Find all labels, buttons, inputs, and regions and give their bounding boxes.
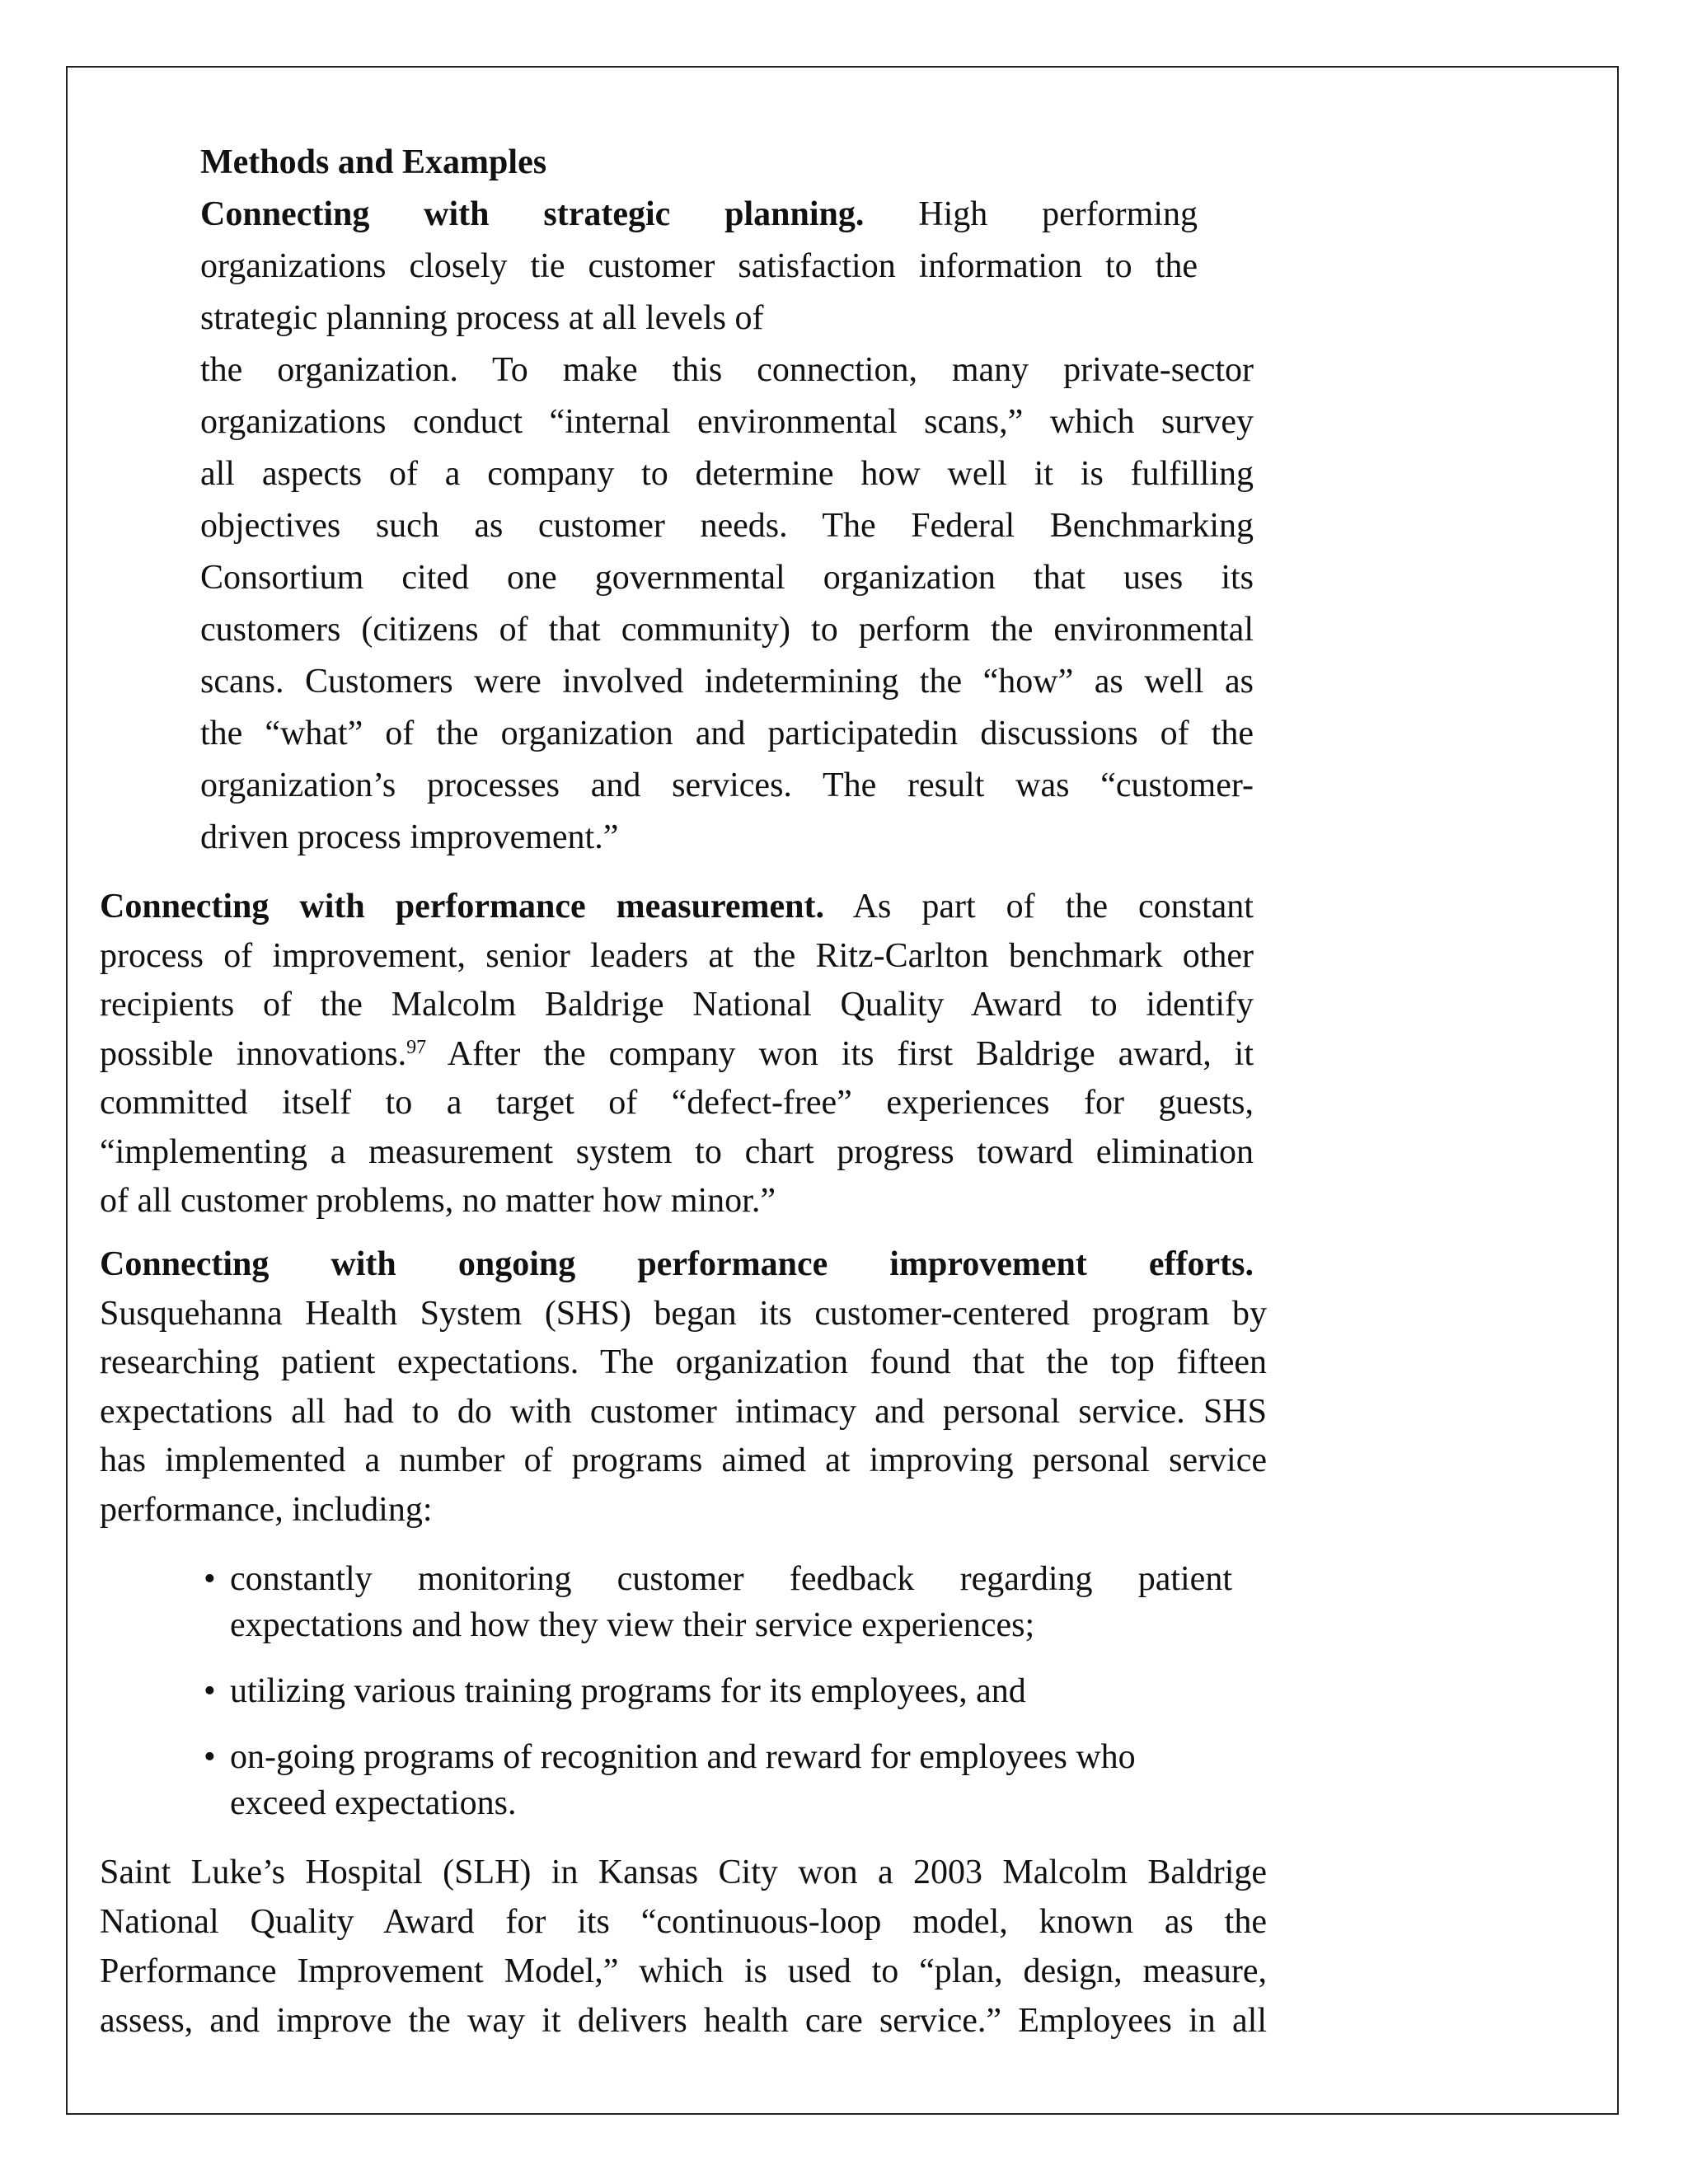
improvement-body-line: Susquehanna Health System (SHS) began its customer-centered program by <box>100 1294 1267 1333</box>
measurement-line-1-text: As part of the constant <box>852 888 1254 926</box>
measurement-line-6: “implementing a measurement system to chart progress toward elimination <box>100 1132 1254 1171</box>
strategic-line-1-text: High performing <box>918 195 1198 233</box>
list-item <box>200 1556 1239 1648</box>
bullet-icon: • <box>204 1672 216 1710</box>
strategic-line-3: strategic planning process at all levels of <box>200 299 764 337</box>
list-item <box>200 1668 1239 1714</box>
strategic-body-line: objectives such as customer needs. The Federal Benchmarking <box>200 507 1254 545</box>
bullet-line-1: utilizing various training programs for its employees, and <box>230 1672 1026 1710</box>
measurement-line-4-post: After the company won its first Baldrige award, it <box>426 1034 1254 1073</box>
saint-lukes-line: assess, and improve the way it delivers health care service.” Employees in all <box>100 2002 1267 2040</box>
strategic-lead: Connecting with strategic planning. <box>200 195 865 233</box>
bullet-icon: • <box>204 1738 216 1776</box>
saint-lukes-line: Performance Improvement Model,” which is used to “plan, design, measure, <box>100 1952 1267 1990</box>
improvement-lead: Connecting with ongoing performance improvement efforts. <box>100 1245 1254 1283</box>
measurement-lead: Connecting with performance measurement. <box>100 888 824 926</box>
section-heading: Methods and Examples <box>200 143 547 181</box>
measurement-line-2: process of improvement, senior leaders at the Ritz-Carlton benchmark other <box>100 936 1254 975</box>
improvement-efforts-paragraph <box>100 1240 1267 1535</box>
strategic-line-1 <box>200 189 1198 241</box>
strategic-body-line: driven process improvement.” <box>200 818 619 856</box>
saint-lukes-line: National Quality Award for its “continuous-loop model, known as the <box>100 1903 1267 1941</box>
improvement-lead-line <box>100 1240 1254 1290</box>
strategic-body-line: Consortium cited one governmental organization that uses its <box>200 559 1254 597</box>
strategic-planning-intro <box>200 189 1198 344</box>
strategic-body-line: customers (citizens of that community) to perform the environmental <box>200 611 1254 649</box>
strategic-body-line: all aspects of a company to determine how well it is fulfilling <box>200 455 1254 493</box>
measurement-line-1 <box>100 883 1254 932</box>
strategic-body-line: organizations conduct “internal environmental scans,” which survey <box>200 403 1254 441</box>
strategic-body-line: the organization. To make this connection, many private-sector <box>200 351 1254 389</box>
improvement-body-line: has implemented a number of programs aimed at improving personal service <box>100 1441 1267 1479</box>
bullet-icon: • <box>204 1560 216 1598</box>
improvement-body-line: researching patient expectations. The organization found that the top fifteen <box>100 1343 1267 1381</box>
improvement-body-line: performance, including: <box>100 1490 433 1529</box>
bullet-line-2: expectations and how they view their service experiences; <box>230 1606 1035 1644</box>
strategic-body-line: organization’s processes and services. The result was “customer- <box>200 766 1254 804</box>
measurement-line-7: of all customer problems, no matter how minor.” <box>100 1182 776 1220</box>
saint-lukes-line: Saint Luke’s Hospital (SLH) in Kansas City won a 2003 Malcolm Baldrige <box>100 1854 1267 1891</box>
bullet-line-1: on-going programs of recognition and reward for employees who <box>230 1738 1136 1776</box>
improvement-body-line: expectations all had to do with customer intimacy and personal service. SHS <box>100 1392 1267 1431</box>
bullet-line-2: exceed expectations. <box>230 1784 517 1822</box>
measurement-line-5: committed itself to a target of “defect-free” experiences for guests, <box>100 1084 1254 1122</box>
bullet-line-1: constantly monitoring customer feedback regarding patient <box>230 1560 1232 1598</box>
performance-measurement-paragraph <box>100 883 1254 1226</box>
program-bullet-list <box>200 1556 1239 1846</box>
measurement-line-3: recipients of the Malcolm Baldrige National Quality Award to identify <box>100 986 1254 1024</box>
saint-lukes-paragraph <box>100 1848 1267 2046</box>
measurement-line-4 <box>100 1030 1254 1080</box>
measurement-line-4-pre: possible innovations. <box>100 1034 407 1073</box>
strategic-planning-body <box>200 344 1254 864</box>
strategic-body-line: the “what” of the organization and participatedin discussions of the <box>200 715 1254 752</box>
strategic-line-2: organizations closely tie customer satisfaction information to the <box>200 247 1198 285</box>
strategic-body-line: scans. Customers were involved indetermining the “how” as well as <box>200 663 1254 701</box>
footnote-marker[interactable]: 97 <box>406 1036 427 1058</box>
list-item <box>200 1734 1239 1826</box>
